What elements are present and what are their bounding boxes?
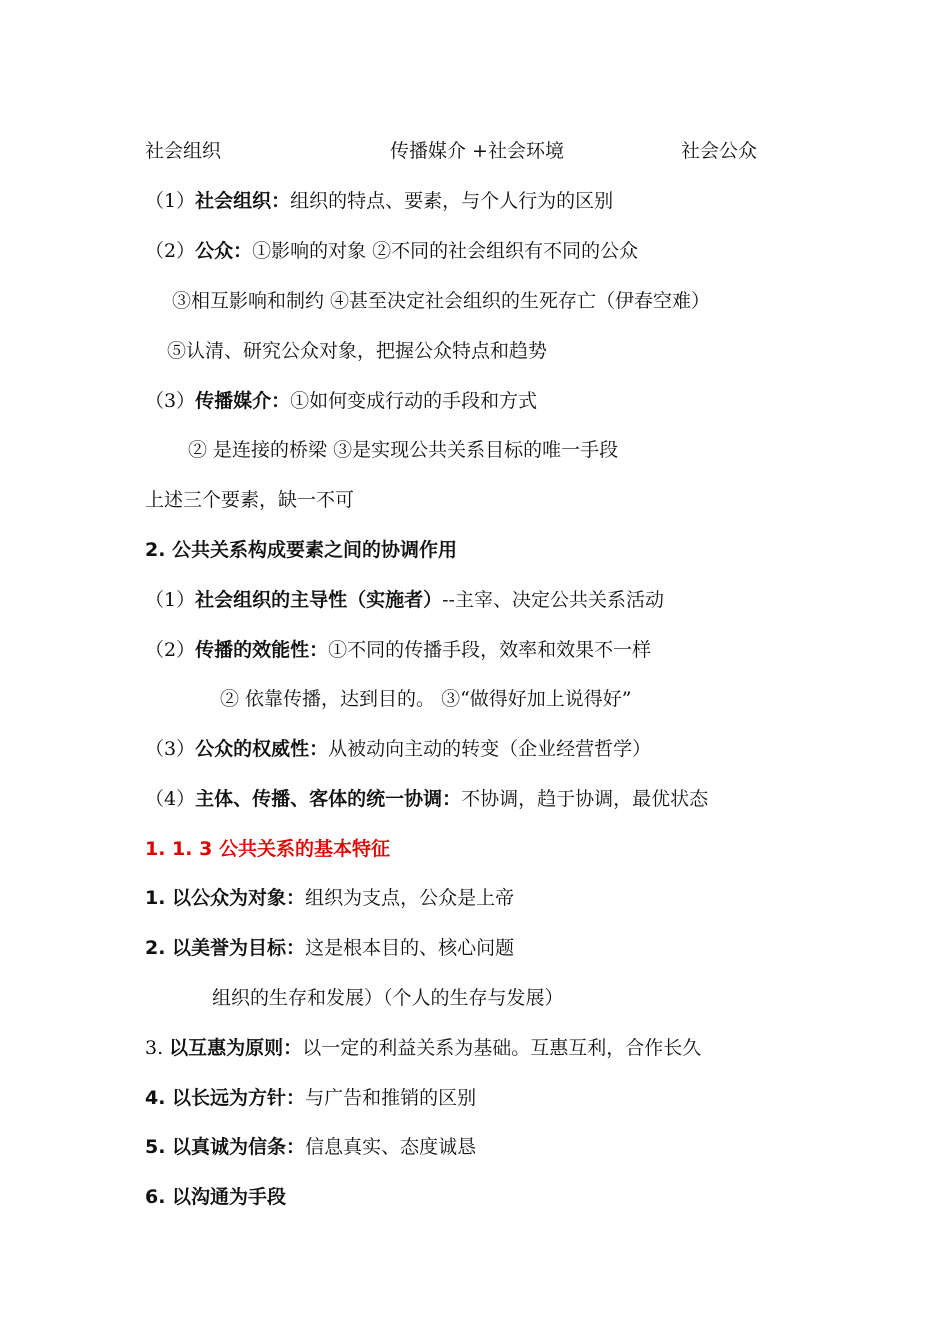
element-social-organization: 社会组织 <box>145 140 222 162</box>
item-number: （4） <box>145 788 196 810</box>
feature-2-cont: 组织的生存和发展）（个人的生存与发展） <box>212 987 564 1009</box>
item-media-cont: ② 是连接的桥梁 ③是实现公共关系目标的唯一手段 <box>188 439 619 461</box>
feature-heading: 以互惠为原则： <box>169 1037 303 1059</box>
item-text: ①不同的传播手段，效率和效果不一样 <box>328 639 652 661</box>
item-media <box>145 389 537 413</box>
item-text: ①如何变成行动的手段和方式 <box>290 390 538 412</box>
feature-text: 信息真实、态度诚恳 <box>305 1136 477 1158</box>
feature-text: 以一定的利益关系为基础。互惠互利，合作长久 <box>302 1037 702 1059</box>
feature-heading: 2. 以美誉为目标： <box>145 937 306 959</box>
feature-3 <box>145 1036 701 1060</box>
item-number: （3） <box>145 390 196 412</box>
item-number: （1） <box>145 190 196 212</box>
item-public-cont-1: ③相互影响和制约 ④甚至决定社会组织的生死存亡（伊春空难） <box>172 290 711 312</box>
feature-6: 6. 以沟通为手段 <box>145 1186 287 1208</box>
item-coordination <box>145 787 708 811</box>
element-media-environment: 传播媒介 +社会环境 <box>390 140 564 162</box>
item-effectiveness <box>145 638 651 662</box>
item-leading-role <box>145 588 664 612</box>
feature-heading: 5. 以真诚为信条： <box>145 1136 306 1158</box>
item-heading: 传播的效能性： <box>195 639 329 661</box>
item-text: 从被动向主动的转变（企业经营哲学） <box>328 738 652 760</box>
section-heading-1-1-3: 1. 1. 3 公共关系的基本特征 <box>145 838 390 860</box>
feature-1 <box>145 886 514 910</box>
summary-line: 上述三个要素，缺一不可 <box>145 489 355 511</box>
feature-text: 组织为支点，公众是上帝 <box>305 887 515 909</box>
section-heading-2: 2. 公共关系构成要素之间的协调作用 <box>145 539 458 561</box>
item-text: --主宰、决定公共关系活动 <box>442 589 664 611</box>
item-number: （1） <box>145 589 196 611</box>
feature-text: 与广告和推销的区别 <box>305 1087 477 1109</box>
item-heading: 社会组织的主导性（实施者） <box>195 589 443 611</box>
element-social-public: 社会公众 <box>681 140 758 162</box>
feature-number: 3. <box>145 1037 170 1059</box>
item-heading: 公众： <box>195 240 253 262</box>
item-heading: 社会组织： <box>195 190 291 212</box>
item-heading: 主体、传播、客体的统一协调： <box>195 788 462 810</box>
item-public-cont-2: ⑤认清、研究公众对象，把握公众特点和趋势 <box>167 340 548 362</box>
item-public <box>145 239 638 263</box>
feature-5 <box>145 1135 476 1159</box>
item-heading: 公众的权威性： <box>195 738 329 760</box>
feature-2 <box>145 936 514 960</box>
item-number: （2） <box>145 639 196 661</box>
feature-heading: 4. 以长远为方针： <box>145 1087 306 1109</box>
item-social-organization <box>145 189 613 213</box>
item-heading: 传播媒介： <box>195 390 291 412</box>
feature-4 <box>145 1086 476 1110</box>
item-text: 组织的特点、要素，与个人行为的区别 <box>290 190 614 212</box>
item-effectiveness-cont: ② 依靠传播，达到目的。 ③“做得好加上说得好” <box>220 688 632 710</box>
item-text: 不协调，趋于协调，最优状态 <box>461 788 709 810</box>
item-number: （3） <box>145 738 196 760</box>
item-number: （2） <box>145 240 196 262</box>
item-text: ①影响的对象 ②不同的社会组织有不同的公众 <box>252 240 639 262</box>
feature-heading: 1. 以公众为对象： <box>145 887 306 909</box>
item-authority <box>145 737 651 761</box>
feature-text: 这是根本目的、核心问题 <box>305 937 515 959</box>
